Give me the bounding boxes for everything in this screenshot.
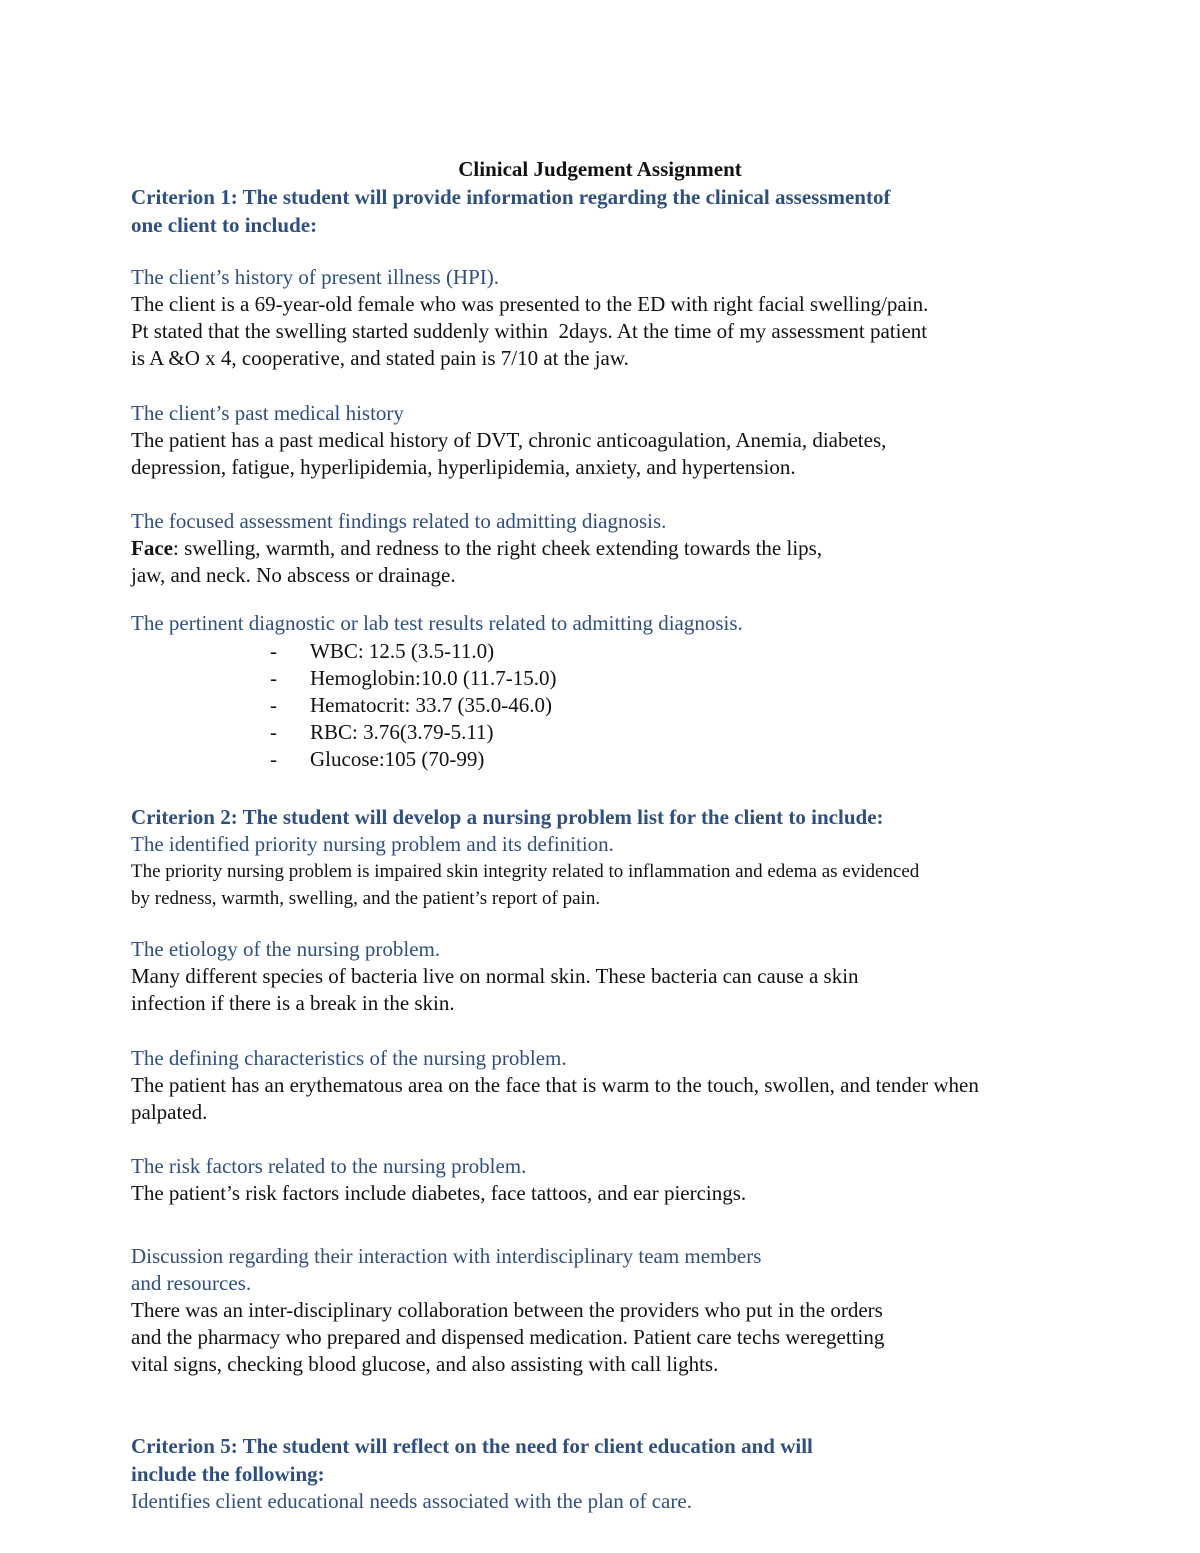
lab-results-list	[270, 638, 557, 773]
criterion-1-heading-line-1: Criterion 1: The student will provide information regarding the clinical assessmentof	[131, 185, 891, 209]
defining-characteristics-text	[131, 1072, 1081, 1126]
dash-bullet: -	[270, 693, 277, 717]
priority-problem-line-1: The priority nursing problem is impaired skin integrity related to inflammation and edema as evidenced	[131, 861, 920, 882]
interdisciplinary-subhead	[131, 1243, 1081, 1297]
pmh-subhead: The client’s past medical history	[131, 401, 404, 425]
risk-factors-text	[131, 1180, 1081, 1207]
pmh-line-1: The patient has a past medical history of DVT, chronic anticoagulation, Anemia, diabetes,	[131, 428, 887, 452]
lab-wbc: WBC: 12.5 (3.5-11.0)	[310, 639, 495, 663]
defining-characteristics-section	[131, 1045, 1081, 1126]
interdisciplinary-line-1: There was an inter-disciplinary collaboration between the providers who put in the orders	[131, 1298, 883, 1322]
focused-assessment-text	[131, 535, 1081, 589]
list-item	[270, 692, 557, 719]
hpi-text	[131, 291, 1081, 372]
dash-bullet: -	[270, 720, 277, 744]
criterion-2-heading: Criterion 2: The student will develop a nursing problem list for the client to include:	[131, 805, 884, 829]
client-education-subhead: Identifies client educational needs associated with the plan of care.	[131, 1489, 692, 1513]
interdisciplinary-line-3: vital signs, checking blood glucose, and also assisting with call lights.	[131, 1352, 719, 1376]
lab-results-section	[131, 610, 1081, 637]
hpi-line-2: Pt stated that the swelling started suddenly within 2days. At the time of my assessment patient	[131, 319, 928, 343]
lab-glucose: Glucose:105 (70-99)	[310, 747, 485, 771]
pmh-section	[131, 400, 1081, 481]
criterion-5-section	[131, 1432, 1081, 1515]
dash-bullet: -	[270, 639, 277, 663]
etiology-line-1: Many different species of bacteria live on normal skin. These bacteria can cause a skin	[131, 964, 859, 988]
dash-bullet: -	[270, 666, 277, 690]
criterion-2-section	[131, 803, 1081, 912]
list-item	[270, 719, 557, 746]
focused-assessment-section	[131, 508, 1081, 589]
hpi-subhead: The client’s history of present illness (HPI).	[131, 265, 500, 289]
etiology-text	[131, 963, 1081, 1017]
focused-assessment-line-1	[131, 535, 1081, 562]
etiology-line-2: infection if there is a break in the skin.	[131, 991, 455, 1015]
face-label: Face	[131, 536, 173, 560]
criterion-1-heading	[131, 183, 1081, 239]
lab-rbc: RBC: 3.76(3.79-5.11)	[310, 720, 494, 744]
criterion-1-heading-line-2: one client to include:	[131, 213, 318, 237]
list-item	[270, 638, 557, 665]
defining-characteristics-line-2: palpated.	[131, 1100, 208, 1124]
criterion-5-heading-line-2: include the following:	[131, 1462, 325, 1486]
criterion-5-heading-line-1: Criterion 5: The student will reflect on the need for client education and will	[131, 1434, 813, 1458]
defining-characteristics-subhead: The defining characteristics of the nursing problem.	[131, 1046, 567, 1070]
dash-bullet: -	[270, 747, 277, 771]
criterion-5-heading	[131, 1432, 1081, 1488]
hpi-section	[131, 264, 1081, 372]
interdisciplinary-section	[131, 1243, 1081, 1378]
pmh-text	[131, 427, 1081, 481]
risk-factors-line-1: The patient’s risk factors include diabetes, face tattoos, and ear piercings.	[131, 1181, 747, 1205]
lab-hematocrit: Hematocrit: 33.7 (35.0-46.0)	[310, 693, 553, 717]
document-title: Clinical Judgement Assignment	[458, 157, 742, 181]
face-findings: : swelling, warmth, and redness to the right cheek extending towards the lips,	[172, 536, 823, 560]
focused-assessment-subhead: The focused assessment findings related to admitting diagnosis.	[131, 509, 667, 533]
etiology-section	[131, 936, 1081, 1017]
risk-factors-section	[131, 1153, 1081, 1207]
priority-problem-subhead: The identified priority nursing problem and its definition.	[131, 832, 614, 856]
risk-factors-subhead: The risk factors related to the nursing problem.	[131, 1154, 527, 1178]
list-item	[270, 665, 557, 692]
interdisciplinary-subhead-line-2: and resources.	[131, 1271, 252, 1295]
etiology-subhead: The etiology of the nursing problem.	[131, 937, 441, 961]
priority-problem-line-2: by redness, warmth, swelling, and the patient’s report of pain.	[131, 888, 601, 909]
pmh-line-2: depression, fatigue, hyperlipidemia, hyperlipidemia, anxiety, and hypertension.	[131, 455, 796, 479]
hpi-line-3: is A &O x 4, cooperative, and stated pain is 7/10 at the jaw.	[131, 346, 629, 370]
interdisciplinary-text	[131, 1297, 1081, 1378]
hpi-line-1: The client is a 69-year-old female who was presented to the ED with right facial swelling/pain.	[131, 292, 929, 316]
lab-results-subhead: The pertinent diagnostic or lab test results related to admitting diagnosis.	[131, 611, 743, 635]
interdisciplinary-subhead-line-1: Discussion regarding their interaction with interdisciplinary team members	[131, 1244, 762, 1268]
interdisciplinary-line-2: and the pharmacy who prepared and dispensed medication. Patient care techs weregetting	[131, 1325, 885, 1349]
defining-characteristics-line-1: The patient has an erythematous area on the face that is warm to the touch, swollen, and tender when	[131, 1073, 979, 1097]
priority-problem-text	[131, 858, 1081, 912]
focused-assessment-line-2: jaw, and neck. No abscess or drainage.	[131, 563, 456, 587]
list-item	[270, 746, 557, 773]
lab-hemoglobin: Hemoglobin:10.0 (11.7-15.0)	[310, 666, 557, 690]
